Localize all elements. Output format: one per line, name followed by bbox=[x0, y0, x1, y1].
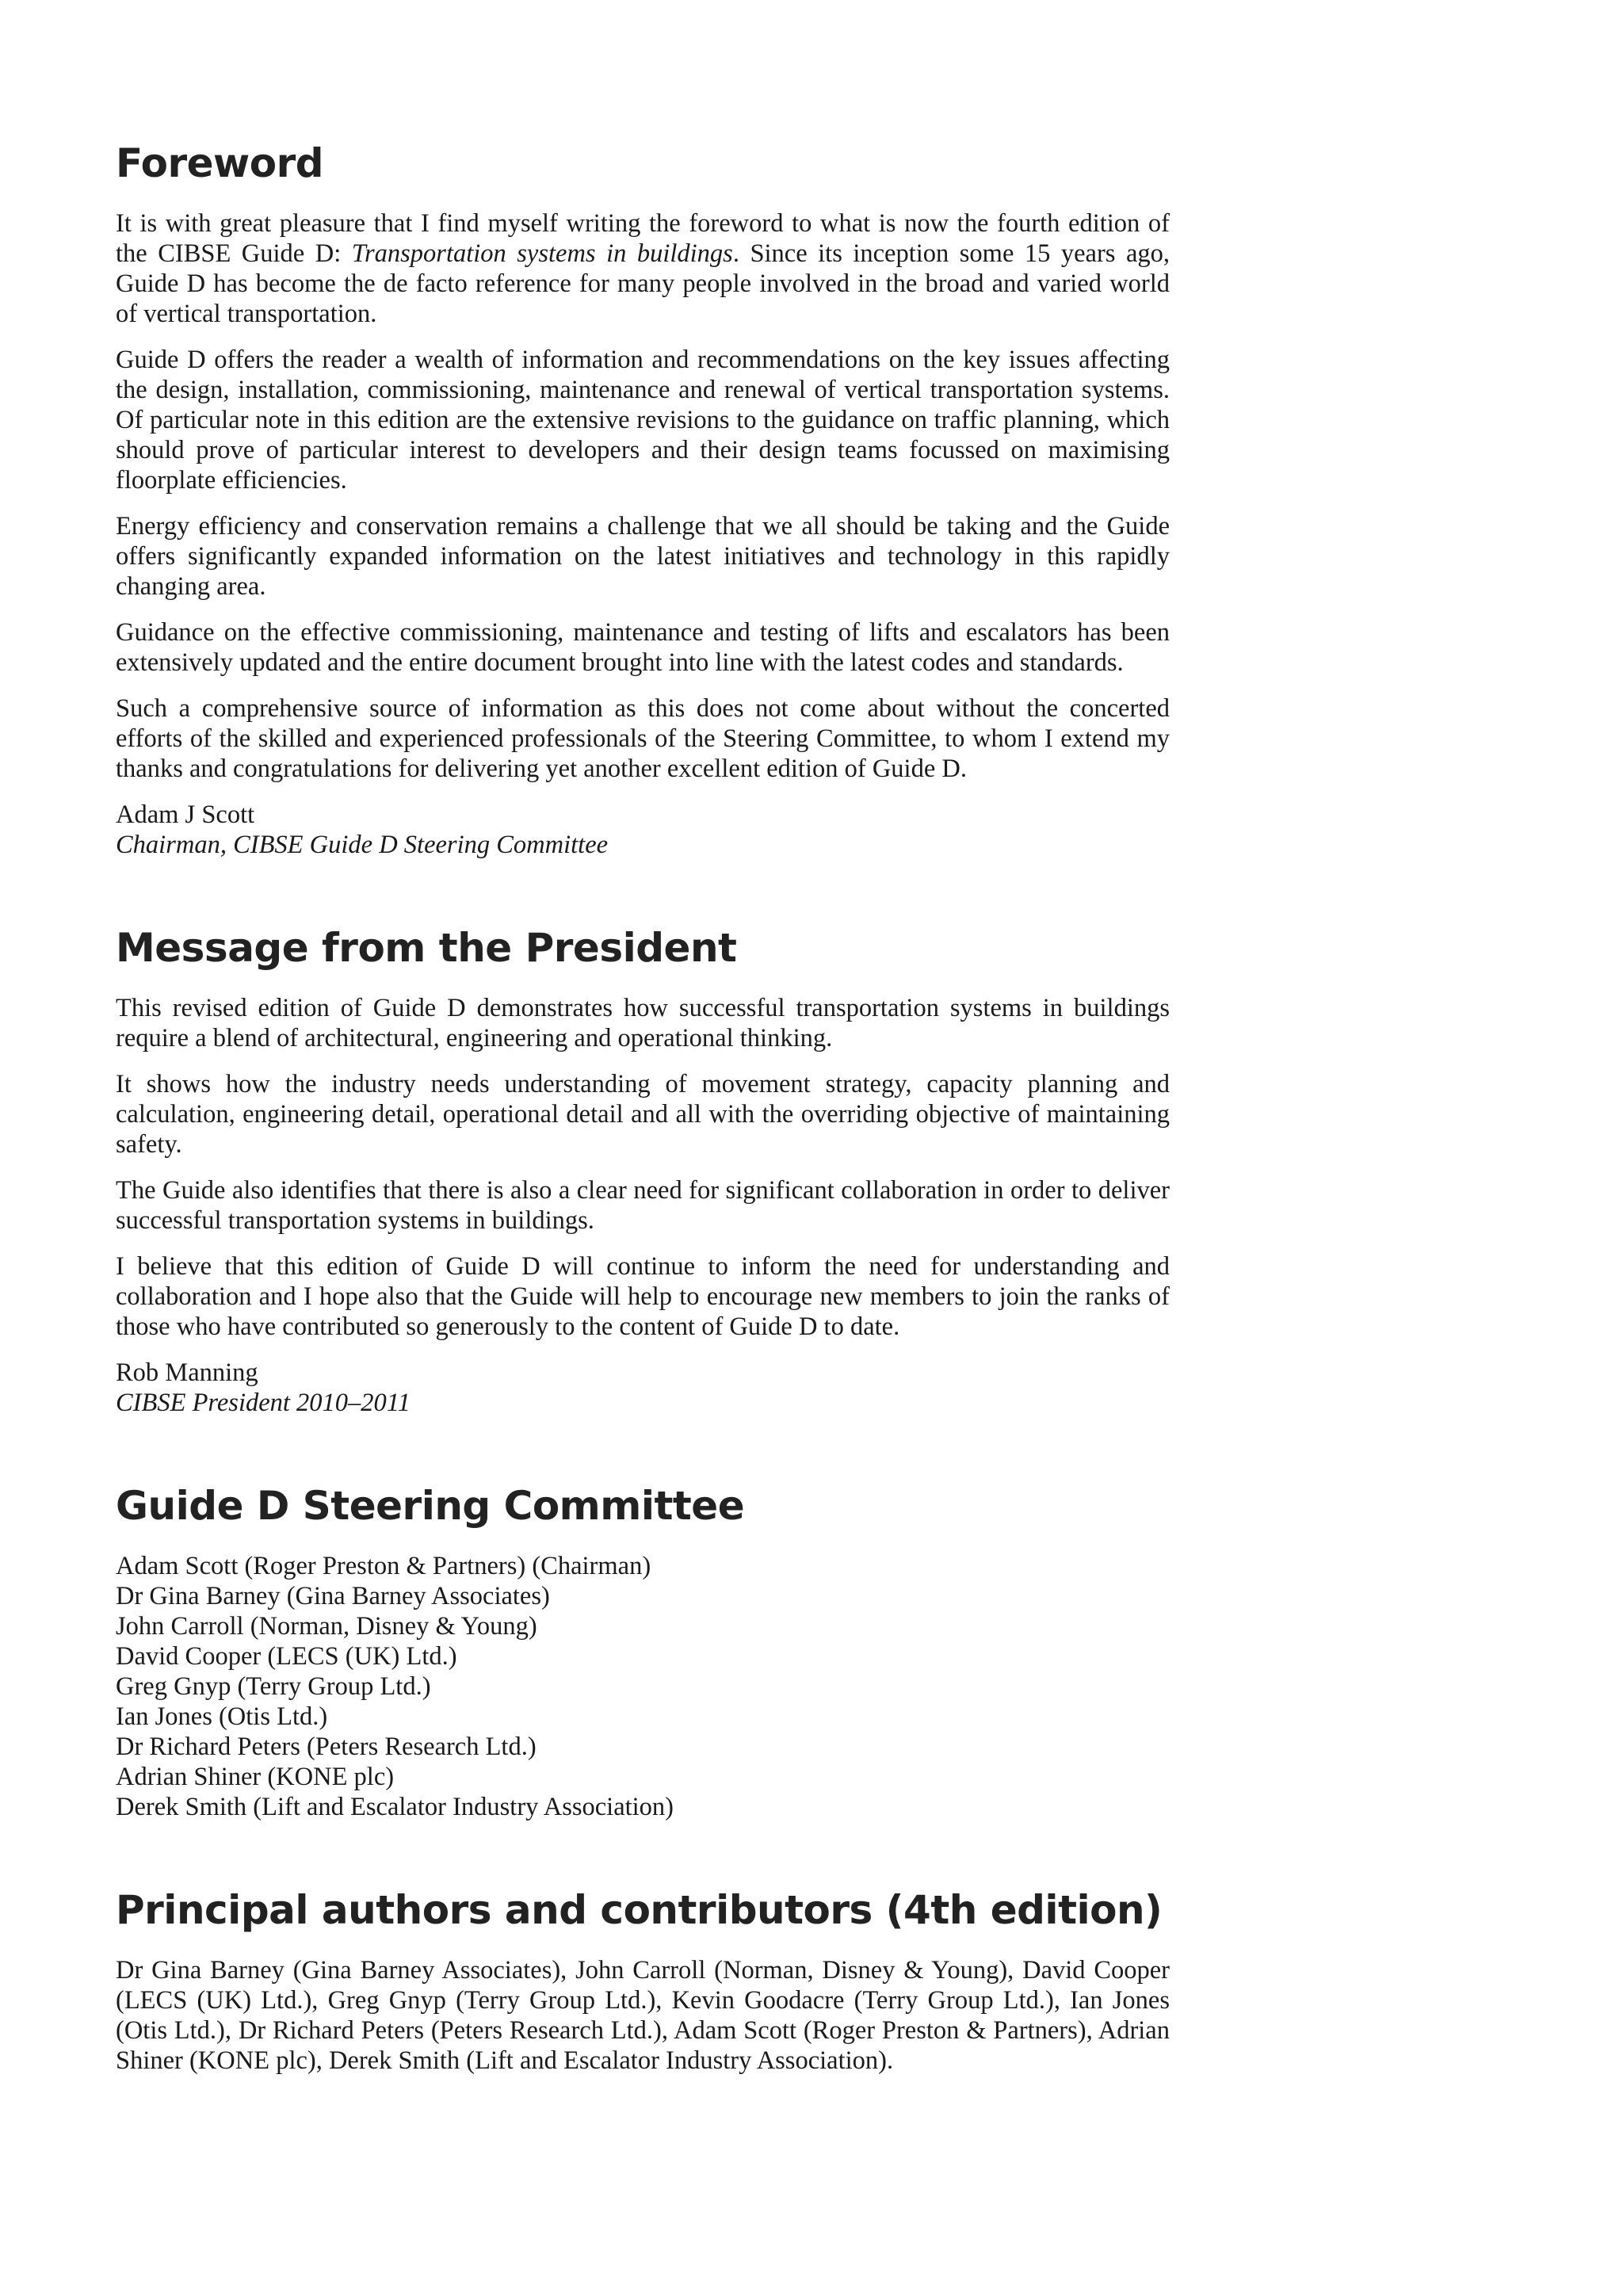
committee-member: Dr Gina Barney (Gina Barney Associates) bbox=[116, 1582, 550, 1610]
committee-list bbox=[116, 1551, 1170, 1822]
president-paragraph-3: The Guide also identifies that there is also a clear need for significant collaboration in order to deliver successful transportation systems in buildings. bbox=[116, 1176, 1170, 1235]
foreword-paragraph-2: Guide D offers the reader a wealth of information and recommendations on the key issues affecting the design, installation, commissioning, maintenance and renewal of vertical transportation systems. Of particular note in this edition are the extensive revisions to the guidance on traffic planning, which should prove of particular interest to developers and their design teams focussed on maximising floorplate efficiencies. bbox=[116, 346, 1170, 495]
committee-member: David Cooper (LECS (UK) Ltd.) bbox=[116, 1642, 457, 1671]
president-paragraph-4: I believe that this edition of Guide D will continue to inform the need for understanding and collaboration and I hope also that the Guide will help to encourage new members to join the ranks of those who have contributed so generously to the content of Guide D to date. bbox=[116, 1252, 1170, 1341]
foreword-paragraph-3: Energy efficiency and conservation remains a challenge that we all should be taking and the Guide offers significantly expanded information on the latest initiatives and technology in this rapidly changing area. bbox=[116, 512, 1170, 601]
guide-title-italic: Transportation systems in buildings bbox=[351, 239, 733, 268]
president-signature bbox=[116, 1358, 1170, 1418]
foreword-heading: Foreword bbox=[116, 140, 324, 186]
signature-role: CIBSE President 2010–2011 bbox=[116, 1389, 411, 1417]
committee-section bbox=[116, 1481, 1170, 1822]
foreword-paragraph-5: Such a comprehensive source of information as this does not come about without the concerted efforts of the skilled and experienced professionals of the Steering Committee, to whom I extend my thanks and congratulations for delivering yet another excellent edition of Guide D. bbox=[116, 694, 1170, 783]
committee-member: Dr Richard Peters (Peters Research Ltd.) bbox=[116, 1733, 537, 1761]
foreword-signature bbox=[116, 800, 1170, 860]
committee-member: Adam Scott (Roger Preston & Partners) (Chairman) bbox=[116, 1552, 651, 1580]
foreword-section bbox=[116, 139, 1170, 860]
authors-paragraph: Dr Gina Barney (Gina Barney Associates), John Carroll (Norman, Disney & Young), David Cooper (LECS (UK) Ltd.), Greg Gnyp (Terry Group Ltd.), Kevin Goodacre (Terry Group Ltd.), Ian Jones (Otis Ltd.), Dr Richard Peters (Peters Research Ltd.), Adam Scott (Roger Preston & Partners), Adrian Shiner (KONE plc), Derek Smith (Lift and Escalator Industry Association). bbox=[116, 1956, 1170, 2075]
committee-member: Adrian Shiner (KONE plc) bbox=[116, 1763, 395, 1791]
foreword-p1-text-a: It is with great pleasure that I find myself writing the foreword to what is now the fourth edition of the CIBSE Guide D: bbox=[116, 209, 1170, 268]
committee-member: Ian Jones (Otis Ltd.) bbox=[116, 1702, 328, 1731]
signature-role: Chairman, CIBSE Guide D Steering Committee bbox=[116, 831, 609, 859]
committee-member: John Carroll (Norman, Disney & Young) bbox=[116, 1612, 537, 1641]
signature-name: Rob Manning bbox=[116, 1358, 258, 1387]
president-section bbox=[116, 923, 1170, 1418]
committee-member: Derek Smith (Lift and Escalator Industry Association) bbox=[116, 1793, 674, 1821]
foreword-paragraph-1 bbox=[116, 208, 1170, 329]
document-page bbox=[116, 139, 1170, 2139]
committee-member: Greg Gnyp (Terry Group Ltd.) bbox=[116, 1672, 431, 1701]
signature-name: Adam J Scott bbox=[116, 800, 255, 829]
president-paragraph-2: It shows how the industry needs understanding of movement strategy, capacity planning and calculation, engineering detail, operational detail and all with the overriding objective of maintaining safety. bbox=[116, 1070, 1170, 1159]
president-heading: Message from the President bbox=[116, 925, 737, 971]
foreword-p1-text-b: . Since its inception some 15 years ago, Guide D has become the de facto reference for many people involved in the broad and varied world of vertical transportation. bbox=[116, 239, 1170, 328]
president-paragraph-1: This revised edition of Guide D demonstrates how successful transportation systems in buildings require a blend of architectural, engineering and operational thinking. bbox=[116, 994, 1170, 1052]
committee-heading: Guide D Steering Committee bbox=[116, 1483, 745, 1529]
foreword-paragraph-4: Guidance on the effective commissioning, maintenance and testing of lifts and escalators has been extensively updated and the entire document brought into line with the latest codes and standards. bbox=[116, 618, 1170, 677]
authors-section bbox=[116, 1885, 1170, 2076]
authors-heading: Principal authors and contributors (4th edition) bbox=[116, 1887, 1163, 1933]
